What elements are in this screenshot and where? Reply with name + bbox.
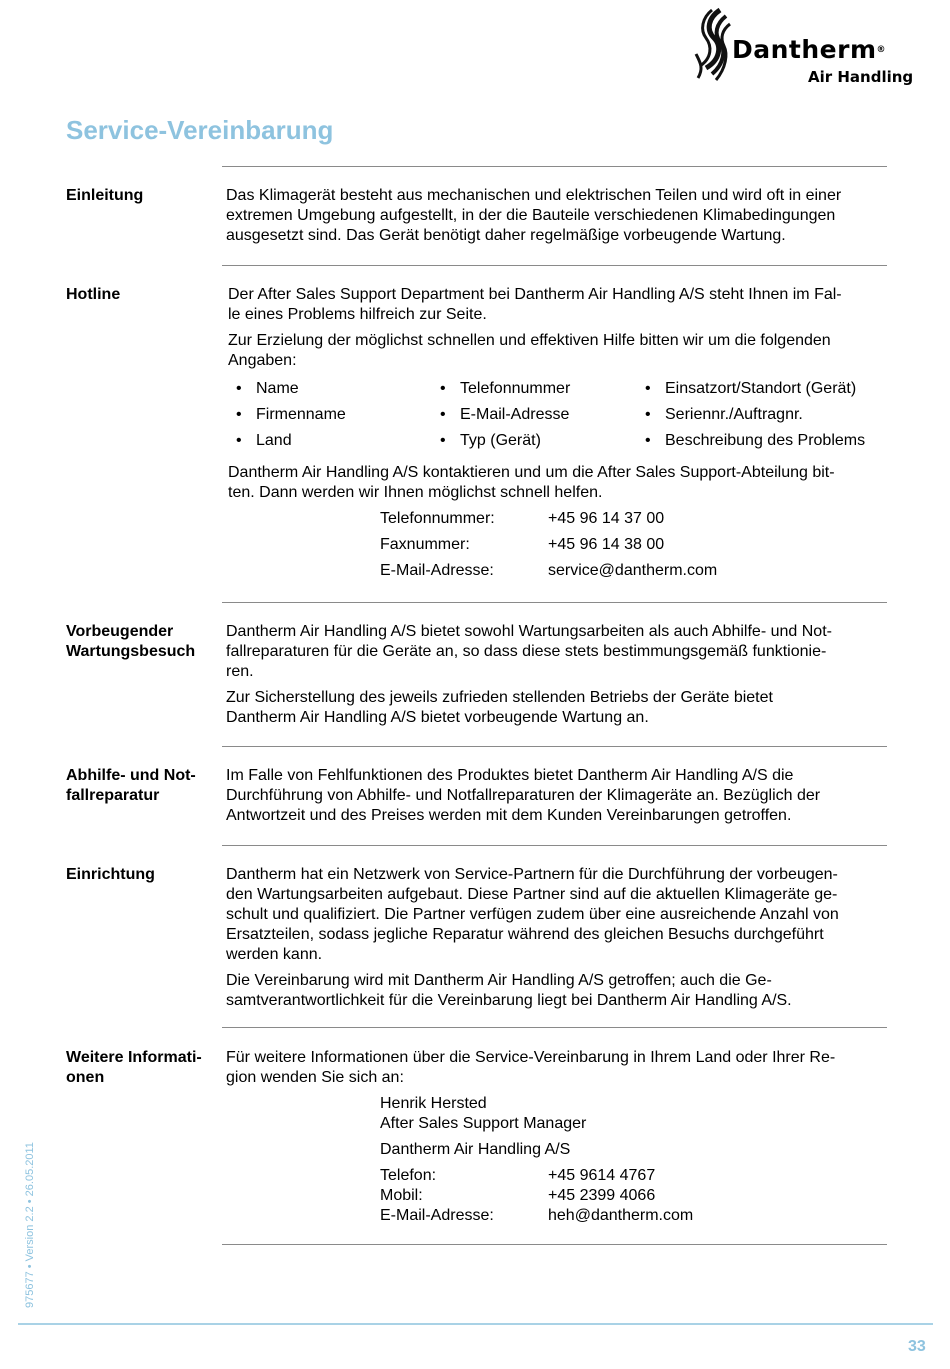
list-item: • Typ (Gerät): [432, 431, 570, 457]
contact-row: E-Mail-Adresse: service@dantherm.com: [380, 562, 718, 579]
section-body-einrichtung: [226, 865, 881, 1017]
list-item: • Land: [228, 431, 346, 457]
section-body-weitere: [226, 1048, 881, 1226]
list-item: • Firmenname: [228, 405, 346, 431]
contact-row: Mobil: +45 2399 4066: [380, 1187, 656, 1204]
paragraph: Für weitere Informationen über die Service-Vereinbarung in Ihrem Land oder Ihrer Re- gion wenden Sie sich an:: [226, 1049, 836, 1086]
contact-row: Faxnummer: +45 96 14 38 00: [380, 536, 665, 553]
email-address: service@dantherm.com: [548, 562, 718, 579]
page-number: 33: [908, 1338, 926, 1355]
section-body-vorbeugend: [226, 622, 881, 734]
mobile-number: +45 2399 4066: [548, 1187, 656, 1204]
phone-number: +45 96 14 37 00: [548, 510, 665, 527]
section-body-abhilfe: Im Falle von Fehlfunktionen des Produktes bietet Dantherm Air Handling A/S die Durchführung von Abhilfe- und Notfallreparaturen der Klimageräte an. Bezüglich der Antwortzeit und des Preises werden mit dem Kunden Vereinbarungen getroffen.: [226, 767, 821, 824]
section-body-einleitung: [226, 186, 881, 246]
section-label-vorbeugend: Vorbeugender Wartungsbesuch: [66, 623, 196, 660]
list-item: • Telefonnummer: [432, 379, 570, 405]
section-label-einrichtung: Einrichtung: [66, 866, 155, 883]
paragraph: Dantherm Air Handling A/S bietet sowohl Wartungsarbeiten als auch Abhilfe- und Not- fallreparaturen für die Geräte an, so dass diese stets bestimmungsgemäß funktionie- ren.: [226, 623, 832, 680]
contact-person-role: After Sales Support Manager: [380, 1115, 587, 1132]
text-line: extremen Umgebung aufgestellt, in der die Bauteile verschiedenen Klimabedingungen: [226, 207, 836, 224]
list-item: • Name: [228, 379, 346, 405]
contact-person-name: Henrik Hersted: [380, 1095, 487, 1112]
phone-number: +45 9614 4767: [548, 1167, 656, 1184]
logo-subtitle: Air Handling: [808, 68, 914, 86]
section-divider: [222, 746, 887, 747]
contact-row: Telefonnummer: +45 96 14 37 00: [380, 510, 665, 527]
contact-company: Dantherm Air Handling A/S: [380, 1141, 571, 1158]
section-divider: [222, 602, 887, 603]
section-divider: [222, 1244, 887, 1245]
contact-row: Telefon: +45 9614 4767: [380, 1167, 656, 1184]
bullet-column: [637, 379, 865, 457]
paragraph: Zur Erzielung der möglichst schnellen und effektiven Hilfe bitten wir um die folgenden Angaben:: [228, 332, 831, 369]
section-divider: [222, 1027, 887, 1028]
section-divider: [222, 845, 887, 846]
paragraph: Die Vereinbarung wird mit Dantherm Air Handling A/S getroffen; auch die Ge- samtverantwortlichkeit für die Vereinbarung liegt bei Dantherm Air Handling A/S.: [226, 972, 792, 1009]
text-line: Das Klimagerät besteht aus mechanischen und elektrischen Teilen und wird oft in einer: [226, 187, 842, 204]
bullet-column: [432, 379, 570, 457]
contact-row: E-Mail-Adresse: heh@dantherm.com: [380, 1207, 694, 1224]
paragraph: Zur Sicherstellung des jeweils zufrieden stellenden Betriebs der Geräte bietet Dantherm Air Handling A/S bietet vorbeugende Wartung an.: [226, 689, 773, 726]
text-line: ausgesetzt sind. Das Gerät benötigt daher regelmäßige vorbeugende Wartung.: [226, 227, 786, 244]
logo-name: Dantherm®: [732, 35, 887, 64]
section-label-hotline: Hotline: [66, 286, 121, 303]
fax-number: +45 96 14 38 00: [548, 536, 665, 553]
footer-rule: [18, 1323, 933, 1325]
page-title: Service-Vereinbarung: [66, 115, 334, 145]
section-body-hotline: [228, 285, 883, 587]
section-label-einleitung: Einleitung: [66, 187, 144, 204]
email-address: heh@dantherm.com: [548, 1207, 694, 1224]
paragraph: Der After Sales Support Department bei Dantherm Air Handling A/S steht Ihnen im Fal- le eines Problems hilfreich zur Seite.: [228, 286, 842, 323]
document-version-note: 975677 • Version 2.2 • 26.05.2011: [24, 1142, 36, 1308]
list-item: • Seriennr./Auftragnr.: [637, 405, 865, 431]
section-label-abhilfe: Abhilfe- und Not- fallreparatur: [66, 767, 196, 804]
paragraph: Dantherm hat ein Netzwerk von Service-Partnern für die Durchführung der vorbeugen- den Wartungsarbeiten aufgebaut. Diese Partner sind auf die aktuellen Klimageräte ge- schult und qualifiziert. Die Partner verfügen zudem über eine ausreichende Anzahl von Ersatzteilen, sodass jegliche Reparatur während des gleichen Besuchs durchgeführt werden kann.: [226, 866, 839, 963]
list-item: • Beschreibung des Problems: [637, 431, 865, 457]
dantherm-logo: [690, 6, 935, 88]
bullet-column: [228, 379, 346, 457]
section-label-weitere: Weitere Informati- onen: [66, 1049, 202, 1086]
list-item: • E-Mail-Adresse: [432, 405, 570, 431]
section-divider: [222, 166, 887, 167]
list-item: • Einsatzort/Standort (Gerät): [637, 379, 865, 405]
paragraph: Dantherm Air Handling A/S kontaktieren und um die After Sales Support-Abteilung bit- ten. Dann werden wir Ihnen möglichst schnell helfen.: [228, 464, 835, 501]
section-divider: [222, 265, 887, 266]
required-info-list: [228, 379, 883, 457]
